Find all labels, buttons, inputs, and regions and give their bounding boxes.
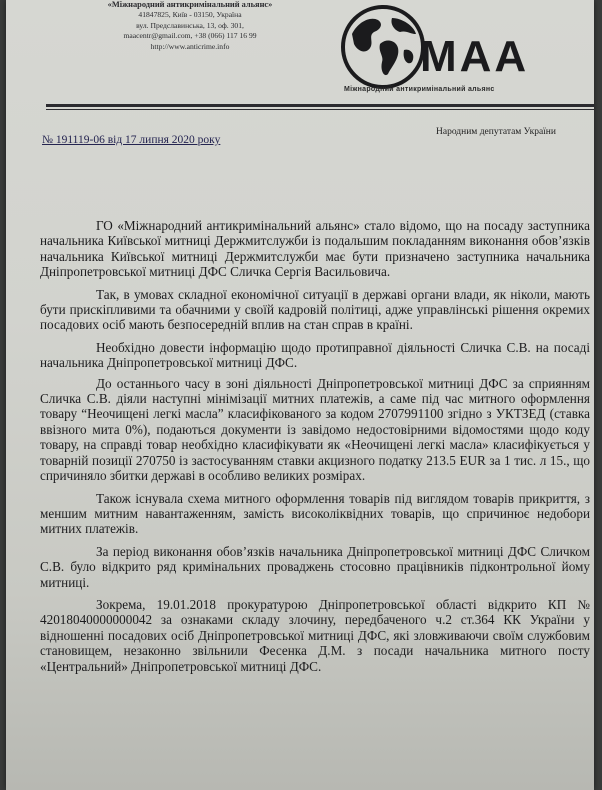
letter-recipient: Народним депутатам України [436,127,556,137]
paragraph-4: До останнього часу в зоні діяльності Дніпропетровської митниці ДФС за сприянням Сличка С.В. діяли наступні мінімізації митних платежів, а саме під час митного оформлення товару “Неочищені легкі масла” класифікованого за кодом 2707991100 згідно з УКТЗЕД (ставка ввізного мита 0%), подаються документи із завідомо недостовірними відомостями щодо коду товару, на справді товар необхідно класифікувати як «Неочищені легкі масла» класифікується у товарній позиції 270750 із застосуванням ставки акцизного податку 213.5 EUR за 1 тис. л 15., що спричиняло збитки державі в особливо великих розмірах. [40,375,590,484]
paragraph-6: За період виконання обов’язків начальника Дніпропетровської митниці ДФС Сличком С.В. було відкрито ряд кримінальних проваджень стосовно працівників підконтрольної йому митниці. [40,543,590,590]
paragraph-3: Необхідно довести інформацію щодо протиправної діяльності Сличка С.В. на посаді начальника Дніпропетровської митниці ДФС. [40,339,590,371]
sender-org-name: «Міжнародний антикримінальний альянс» [107,0,273,9]
letter-page [6,0,594,790]
letter-body [40,218,590,681]
paragraph-1: ГО «Міжнародний антикримінальний альянс» стало відомо, що на посаду заступника начальника Київської митниці Держмитслужби із подальшим покладанням виконання обов’язків начальника Київської митниці Держмитслужби має бути призначено заступника начальника Дніпропетровської митниці ДФС Сличка Сергія Васильовича. [40,218,590,280]
paragraph-7: Зокрема, 19.01.2018 прокуратурою Дніпропетровської області відкрито КП № 42018040000000042 за ознаками складу злочину, передбаченого ч.2 ст.364 КК України у відношенні посадових осіб Дніпропетровської митниці ДФС, які зловживаючи своїм службовим становищем, незаконно звільнили Фесенка Д.М. з посади начальника митного посту «Центральний» Дніпропетровської митниці ДФС. [40,596,590,674]
letter-reference: № 191119-06 від 17 липня 2020 року [42,134,221,146]
sender-website: http://www.anticrime.info [150,41,230,51]
logo-text: MAA [420,32,530,81]
sender-code-city: 41847825, Київ - 03150, Україна [138,10,242,20]
sender-street: вул. Предславинська, 13, оф. 301, [136,20,244,30]
paragraph-5: Також існувала схема митного оформлення товарів під виглядом товарів прикриття, з меншим митним навантаженням, замість високоліквідних товарів, що спричинює недобори митних платежів. [40,490,590,537]
header-divider-thick [46,104,594,107]
maa-logo [340,4,590,94]
paragraph-2: Так, в умовах складної економічної ситуації в державі органи влади, як ніколи, мають бути прискіпливими та обачними у своїй кадровій політиці, адже управлінські рішення окремих посадових осіб мають безпосередній вплив на стан справ в країні. [40,286,590,333]
header-divider-thin [46,109,594,110]
sender-details [80,0,300,52]
sender-contacts: maacentr@gmail.com, +38 (066) 117 16 99 [123,31,257,41]
logo-subtitle: Міжнародний антикримінальний альянс [344,86,495,93]
globe-icon [340,4,426,90]
